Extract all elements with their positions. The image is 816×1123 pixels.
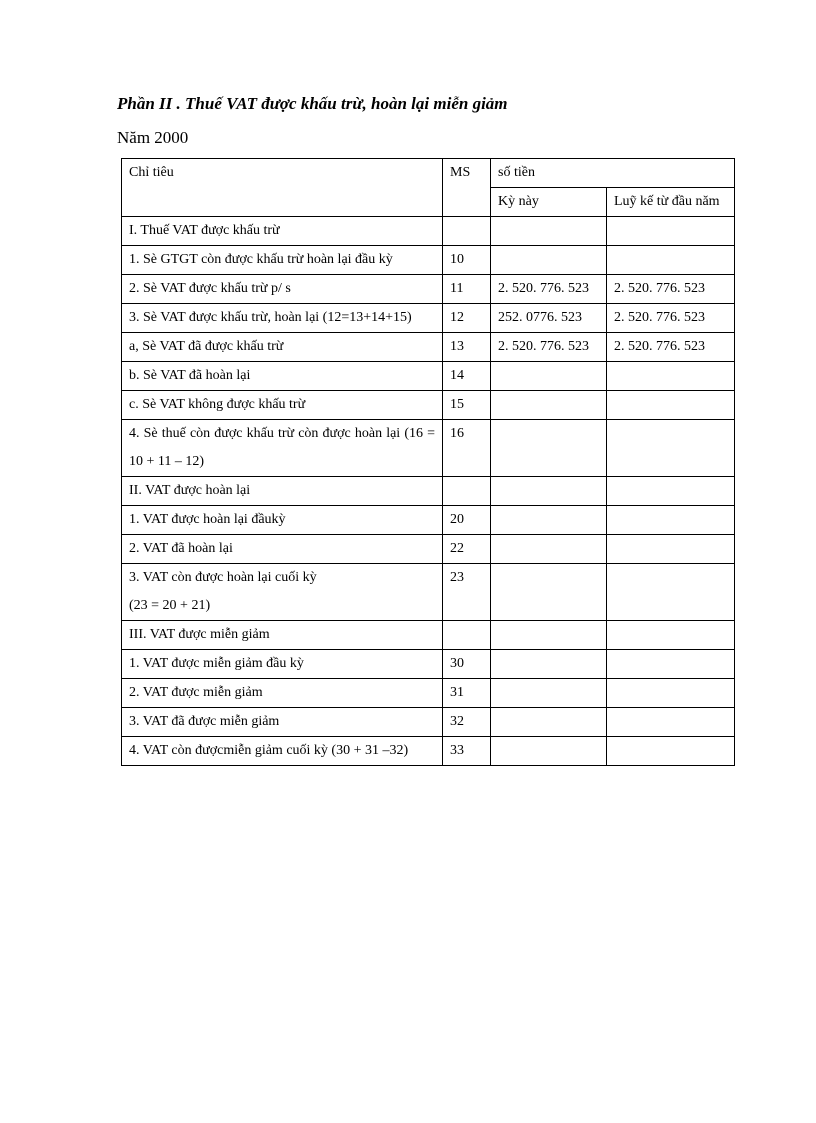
table-row — [122, 650, 735, 679]
cell-ky-nay — [491, 737, 607, 766]
cell-luy-ke — [607, 708, 735, 737]
cell-chi-tieu: II. VAT được hoàn lại — [122, 477, 443, 506]
table-row — [122, 217, 735, 246]
cell-ms: 10 — [443, 246, 491, 275]
header-so-tien: số tiền — [491, 159, 735, 188]
table-row — [122, 506, 735, 535]
cell-chi-tieu: a, Sè VAT đã được khấu trừ — [122, 333, 443, 362]
cell-luy-ke — [607, 362, 735, 391]
cell-luy-ke — [607, 535, 735, 564]
cell-ky-nay — [491, 535, 607, 564]
header-chi-tieu: Chỉ tiêu — [122, 159, 443, 217]
cell-ky-nay — [491, 420, 607, 477]
cell-luy-ke — [607, 650, 735, 679]
cell-ms: 15 — [443, 391, 491, 420]
cell-luy-ke — [607, 420, 735, 477]
table-row — [122, 391, 735, 420]
header-luy-ke: Luỹ kế từ đầu năm — [607, 188, 735, 217]
cell-ms — [443, 217, 491, 246]
cell-luy-ke: 2. 520. 776. 523 — [607, 304, 735, 333]
cell-ky-nay: 252. 0776. 523 — [491, 304, 607, 333]
table-row — [122, 362, 735, 391]
table-row — [122, 621, 735, 650]
cell-luy-ke: 2. 520. 776. 523 — [607, 275, 735, 304]
cell-chi-tieu: I. Thuế VAT được khấu trừ — [122, 217, 443, 246]
cell-chi-tieu: c. Sè VAT không được khấu trừ — [122, 391, 443, 420]
cell-ky-nay — [491, 621, 607, 650]
cell-ky-nay — [491, 506, 607, 535]
cell-chi-tieu: 1. Sè GTGT còn được khấu trừ hoàn lại đầu kỳ — [122, 246, 443, 275]
cell-chi-tieu: 3. VAT còn được hoàn lại cuối kỳ (23 = 20 + 21) — [122, 564, 443, 621]
cell-chi-tieu: III. VAT được miễn giảm — [122, 621, 443, 650]
cell-chi-tieu: 4. Sè thuế còn được khấu trừ còn được hoàn lại (16 = 10 + 11 – 12) — [122, 420, 443, 477]
cell-ms: 33 — [443, 737, 491, 766]
table-row — [122, 477, 735, 506]
cell-luy-ke — [607, 737, 735, 766]
cell-chi-tieu: 1. VAT được miễn giảm đầu kỳ — [122, 650, 443, 679]
cell-chi-tieu: b. Sè VAT đã hoàn lại — [122, 362, 443, 391]
table-row — [122, 679, 735, 708]
cell-ky-nay — [491, 217, 607, 246]
cell-ms: 22 — [443, 535, 491, 564]
header-ky-nay: Kỳ này — [491, 188, 607, 217]
cell-ky-nay — [491, 246, 607, 275]
cell-ky-nay — [491, 477, 607, 506]
cell-ky-nay — [491, 679, 607, 708]
cell-ms: 20 — [443, 506, 491, 535]
cell-ms: 13 — [443, 333, 491, 362]
cell-ky-nay — [491, 708, 607, 737]
cell-ky-nay: 2. 520. 776. 523 — [491, 333, 607, 362]
table-row — [122, 333, 735, 362]
cell-luy-ke — [607, 246, 735, 275]
cell-luy-ke — [607, 477, 735, 506]
cell-chi-tieu: 3. VAT đã được miễn giảm — [122, 708, 443, 737]
cell-luy-ke — [607, 621, 735, 650]
table-row — [122, 535, 735, 564]
cell-ms: 16 — [443, 420, 491, 477]
cell-ms — [443, 477, 491, 506]
cell-luy-ke — [607, 564, 735, 621]
cell-ky-nay — [491, 564, 607, 621]
table-row — [122, 246, 735, 275]
cell-ms: 14 — [443, 362, 491, 391]
vat-table — [121, 158, 735, 766]
header-ms: MS — [443, 159, 491, 217]
cell-ky-nay: 2. 520. 776. 523 — [491, 275, 607, 304]
cell-luy-ke — [607, 391, 735, 420]
cell-chi-tieu: 2. VAT được miễn giảm — [122, 679, 443, 708]
cell-luy-ke: 2. 520. 776. 523 — [607, 333, 735, 362]
cell-chi-tieu: 1. VAT được hoàn lại đầukỳ — [122, 506, 443, 535]
cell-luy-ke — [607, 506, 735, 535]
cell-ms: 32 — [443, 708, 491, 737]
cell-ky-nay — [491, 362, 607, 391]
cell-chi-tieu: 2. Sè VAT được khấu trừ p/ s — [122, 275, 443, 304]
header-row — [122, 159, 735, 188]
cell-luy-ke — [607, 217, 735, 246]
section-title: Phần II . Thuế VAT được khấu trừ, hoàn lại miễn giảm — [117, 94, 508, 113]
cell-ms: 30 — [443, 650, 491, 679]
cell-ms: 31 — [443, 679, 491, 708]
cell-ky-nay — [491, 391, 607, 420]
cell-chi-tieu: 4. VAT còn đượcmiễn giảm cuối kỳ (30 + 31 –32) — [122, 737, 443, 766]
cell-ms: 11 — [443, 275, 491, 304]
cell-ky-nay — [491, 650, 607, 679]
table-row — [122, 420, 735, 477]
table-row — [122, 564, 735, 621]
vat-table-body — [122, 159, 735, 766]
cell-ms: 23 — [443, 564, 491, 621]
cell-ms — [443, 621, 491, 650]
table-row — [122, 304, 735, 333]
cell-chi-tieu: 2. VAT đã hoàn lại — [122, 535, 443, 564]
cell-luy-ke — [607, 679, 735, 708]
table-row — [122, 708, 735, 737]
cell-chi-tieu: 3. Sè VAT được khấu trừ, hoàn lại (12=13+14+15) — [122, 304, 443, 333]
year-heading: Năm 2000 — [117, 128, 189, 147]
table-row — [122, 737, 735, 766]
cell-ms: 12 — [443, 304, 491, 333]
table-row — [122, 275, 735, 304]
